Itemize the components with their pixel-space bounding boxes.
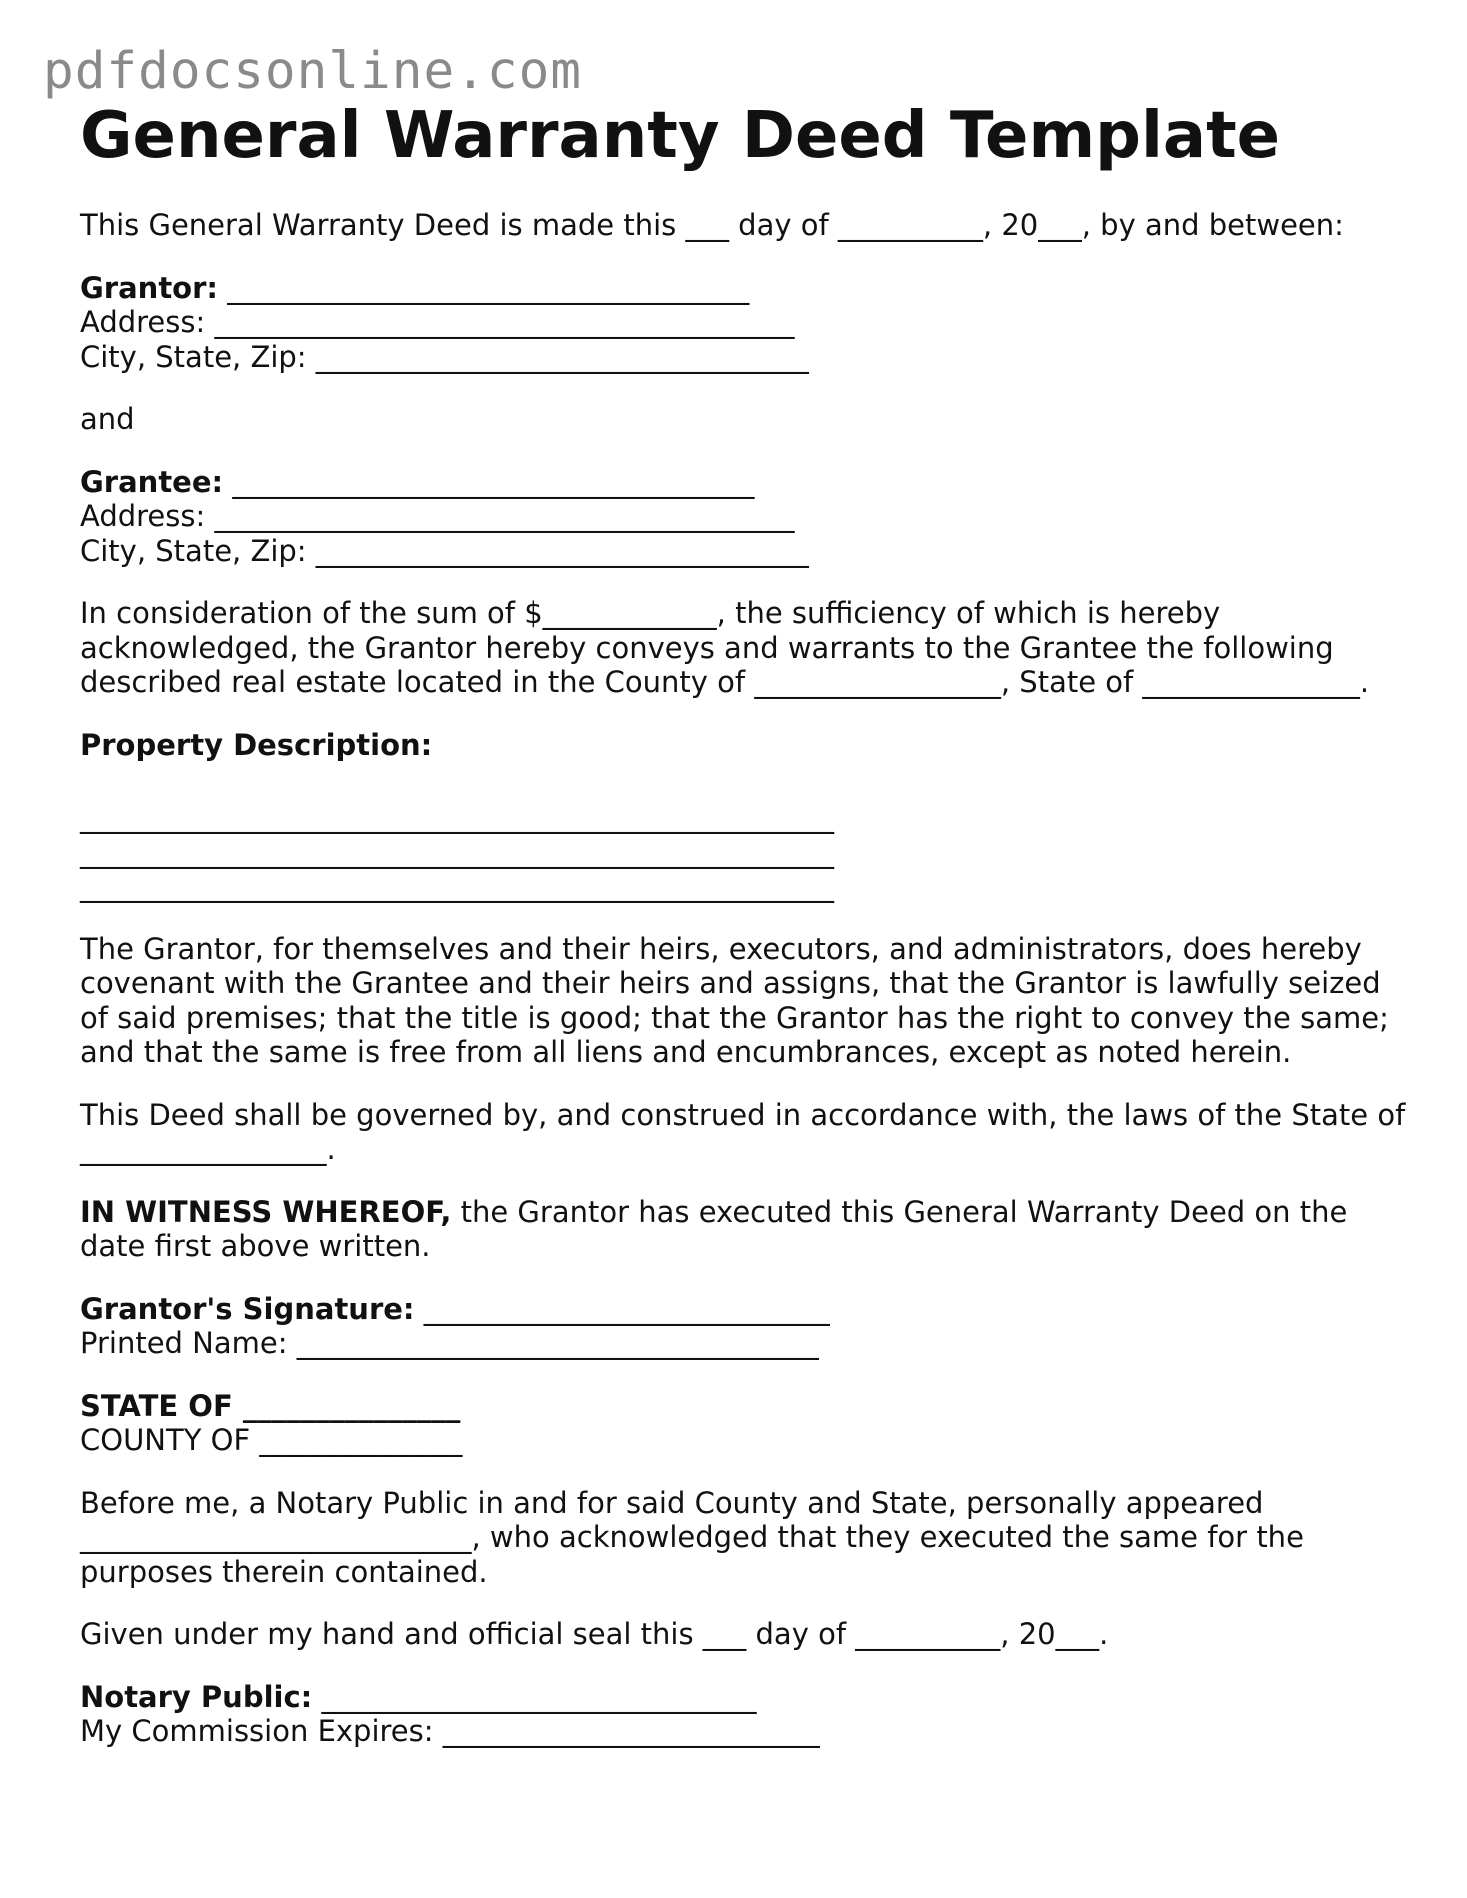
- notary-public-blank: ______________________________: [312, 1679, 757, 1714]
- intro-paragraph: This General Warranty Deed is made this ___ day of __________, 20___, by and between:: [80, 208, 1344, 242]
- grantee-label: Grantee:: [80, 464, 224, 499]
- commission-expires: My Commission Expires: __________________________: [80, 1714, 820, 1748]
- state-of-blank: _______________: [232, 1388, 461, 1423]
- county-of: COUNTY OF ______________: [80, 1423, 463, 1457]
- and-text: and: [80, 402, 135, 436]
- grantor-signature-label: Grantor's Signature:: [80, 1291, 415, 1326]
- property-line: ____________________________________________________: [80, 869, 834, 903]
- watermark: pdfdocsonline.com: [43, 42, 582, 101]
- grantor-block: [80, 271, 1410, 375]
- grantee-address: Address: ________________________________________: [80, 499, 795, 533]
- grantee-name-blank: ____________________________________: [223, 464, 755, 499]
- acknowledgment-paragraph: Before me, a Notary Public in and for said County and State, personally appeared ___________________________, who acknowledged that they executed the same for the purposes therein contained.: [80, 1485, 1304, 1589]
- document-body: [80, 208, 1410, 1777]
- consideration-paragraph: In consideration of the sum of $____________, the sufficiency of which is hereby acknowledged, the Grantor hereby conveys and warrants to the Grantee the following described real estate located in the County of _________________, State of _______________.: [80, 596, 1370, 699]
- grantor-label: Grantor:: [80, 270, 219, 305]
- witness-text: the Grantor has executed this General Warranty Deed on the date first above written.: [80, 1194, 1348, 1263]
- grantor-city-state-zip: City, State, Zip: __________________________________: [80, 339, 809, 374]
- state-of-label: STATE OF: [80, 1388, 233, 1423]
- grantee-block: [80, 465, 1410, 569]
- notary-public-label: Notary Public:: [80, 1679, 313, 1714]
- grantee-city-state-zip: City, State, Zip: __________________________________: [80, 533, 809, 568]
- grantor-name-blank: ____________________________________: [218, 270, 750, 305]
- property-line: ____________________________________________________: [80, 800, 834, 834]
- property-description-lines: [80, 800, 1410, 904]
- signature-block: [80, 1292, 1410, 1361]
- witness-heading: IN WITNESS WHEREOF,: [80, 1194, 452, 1229]
- grantor-signature-blank: ____________________________: [414, 1291, 830, 1326]
- page-title: General Warranty Deed Template: [80, 99, 1281, 173]
- covenant-paragraph: The Grantor, for themselves and their heirs, executors, and administrators, does hereby covenant with the Grantee and their heirs and assigns, that the Grantor is lawfully seized of said premises; that the title is good; that the Grantor has the right to convey the same; and that the same is free from all liens and encumbrances, except as noted herein.: [80, 931, 1389, 1069]
- notary-block: [80, 1680, 1410, 1749]
- grantor-address: Address: ________________________________________: [80, 305, 795, 339]
- governing-law-paragraph: This Deed shall be governed by, and construed in accordance with, the laws of the State of _________________.: [80, 1097, 1406, 1166]
- notary-venue-block: [80, 1389, 1410, 1458]
- property-line: ____________________________________________________: [80, 834, 834, 869]
- printed-name: Printed Name: ____________________________________: [80, 1326, 819, 1360]
- given-under-hand: Given under my hand and official seal this ___ day of __________, 20___.: [80, 1617, 1109, 1651]
- witness-paragraph: [80, 1195, 1410, 1264]
- property-description-heading: Property Description:: [80, 727, 433, 762]
